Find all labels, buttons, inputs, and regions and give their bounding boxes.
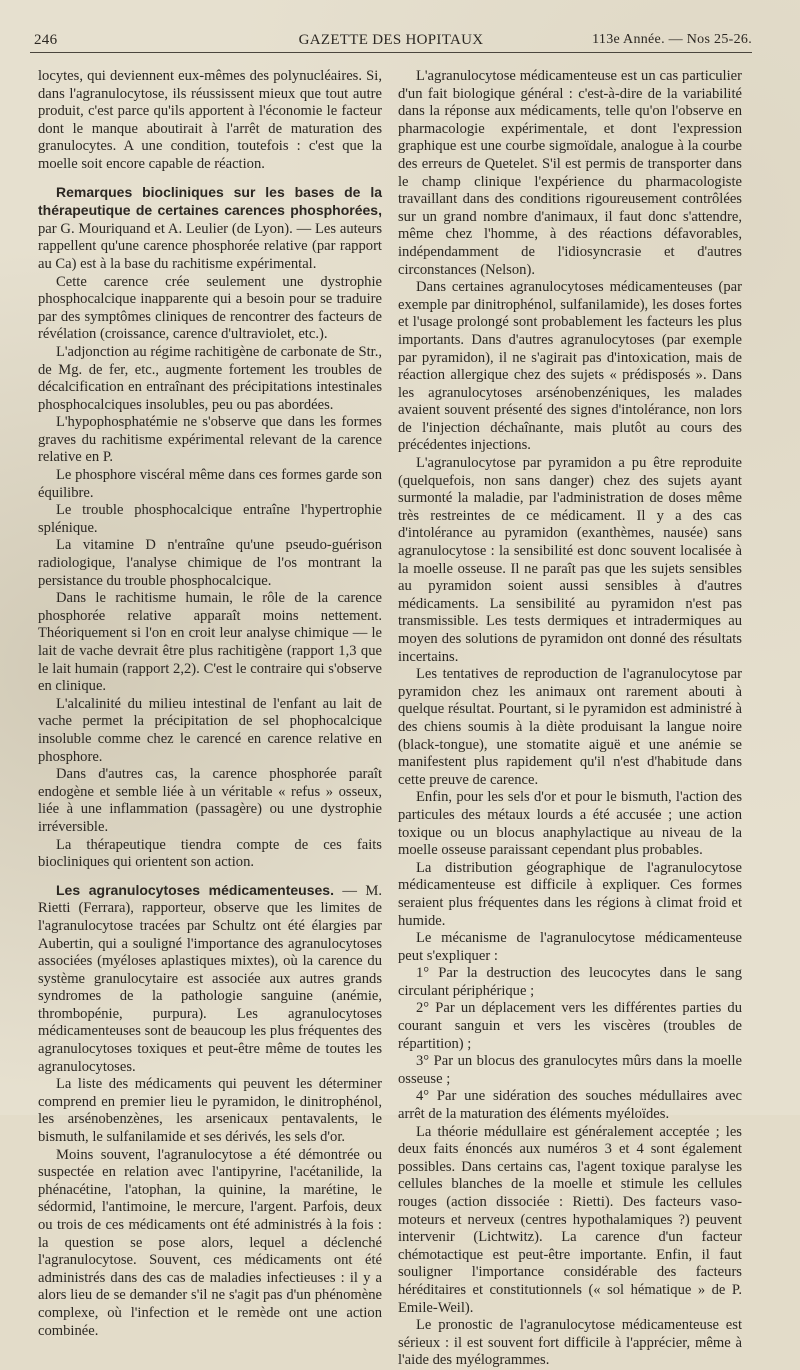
section-paragraph: [38, 882, 382, 1077]
body-paragraph: Le mécanisme de l'agranulocytose médicamenteuse peut s'expliquer :: [398, 930, 742, 964]
body-paragraph: Le phosphore viscéral même dans ces formes garde son équilibre.: [38, 467, 382, 501]
body-paragraph: Les tentatives de reproduction de l'agranulocytose par pyramidon chez les animaux ont rarement abouti à quelque résultat. Pourtant, si le pyramidon est administré à des chiens soumis à la diète produisant la langue noire (black-tongue), une stomatite aiguë et une anémie se manifestent plus rapidement qu'il n'est d'habitude dans cette preuve de carence.: [398, 666, 742, 788]
body-paragraph: 1° Par la destruction des leucocytes dans le sang circulant périphérique ;: [398, 965, 742, 999]
journal-title: GAZETTE DES HOPITAUX: [298, 32, 484, 48]
section-heading: Remarques biocliniques sur les bases de la thérapeutique de certaines carences phosphorées,: [38, 183, 382, 219]
body-paragraph: Moins souvent, l'agranulocytose a été démontrée ou suspectée en relation avec l'antipyrine, l'acétanilide, la phénacétine, l'atophan, la quinine, la marétine, le sédormid, l'antimoine, le mercure, l'argent. Parfois, deux ou trois de ces médicaments ont été administrés à la fois : la question se pose alors, lequel a déclenché l'agranulocytose. Souvent, ces médicaments ont été administrés dans des cas de maladies infectieuses : il y a alors lieu de se demander s'il ne s'agit pas d'un phénomène complexe, où l'infection et le remède ont une action combinée.: [38, 1146, 382, 1339]
body-paragraph: La liste des médicaments qui peuvent les déterminer comprend en premier lieu le pyramidon, le dinitrophénol, les arsénobenzènes, les arsenicaux pentavalents, le bismuth, le sulfanilamide et ses dérivés, les sels d'or.: [38, 1076, 382, 1146]
section-heading: Les agranulocytoses médicamenteuses.: [56, 881, 334, 898]
section-text: — Les auteurs rappellent qu'une carence phosphorée relative (par rapport au Ca) est à la base du rachitisme expérimental.: [38, 220, 382, 272]
body-paragraph: La théorie médullaire est généralement acceptée ; les deux faits énoncés aux numéros 3 et 4 sont également possibles. Dans certains cas, l'agent toxique paralyse les cellules blanches de la moelle et stimule les cellules rouges (action dissociée : Rietti). Des facteurs vaso-moteurs et nerveux (centres hypothalamiques ?) peuvent intervenir (Lichtwitz). La carence d'un facteur chémotactique est peut-être importante. Enfin, il faut souligner l'importance considérable des facteurs héréditaires et constitutionnels (« sol hématique » de P. Emile-Weil).: [398, 1123, 742, 1316]
section-text: rapporteur, observe que les limites de l'agranulocytose tracées par Schultz ont été élargies par Aubertin, qui a souligné l'importance des agranulocytoses associées (myéloses aplastiques mixtes), où la carence du système granulocytaire est associée aux autres grands syndromes de la pathologie sanguine (anémie, thrombopénie, purpura). Les agranulocytoses médicamenteuses sont de beaucoup les plus fréquentes des agranulocytoses toxiques et peut-être même de toutes les agranulocytoses.: [38, 900, 382, 1075]
issue-info: 113e Année. — Nos 25-26.: [592, 32, 752, 47]
body-paragraph: 4° Par une sidération des souches médullaires avec arrêt de la maturation des éléments myéloïdes.: [398, 1088, 742, 1123]
body-paragraph: Dans le rachitisme humain, le rôle de la carence phosphorée relative apparaît moins nettement. Théoriquement si l'on en croit leur analyse chimique — le lait de vache devrait être plus rachitigène (rapport 1,3 que le lait humain (rapport 2,2). C'est le contraire qui s'observe en clinique.: [38, 590, 382, 695]
section-paragraph: [38, 184, 382, 274]
section-authors: par G. Mouriquand et A. Leulier (de Lyon).: [38, 220, 293, 237]
body-paragraph: Cette carence crée seulement une dystrophie phosphocalcique inapparente qui a besoin pour se traduire par des symptômes cliniques de rencontrer des facteurs de révélation (croissance, carence d'ultraviolet, etc.).: [38, 273, 382, 343]
body-paragraph: Dans d'autres cas, la carence phosphorée paraît endogène et semble liée à un véritable « refus » osseux, liée à une inflammation (passagère) ou une dystrophie irréversible.: [38, 766, 382, 835]
body-paragraph: L'adjonction au régime rachitigène de carbonate de Str., de Mg. de fer, etc., augmente fortement les troubles de décalcification en entraînant des précipitations intestinales phosphocalciques insolubles, peu ou pas abordées.: [38, 343, 382, 413]
body-paragraph: La thérapeutique tiendra compte de ces faits biocliniques qui orientent son action.: [38, 836, 382, 871]
body-paragraph: locytes, qui deviennent eux-mêmes des polynucléaires. Si, dans l'agranulocytose, ils réussissent mieux que tout autre produit, c'est parce qu'ils apportent à l'économie le facteur dont le manque aboutirait à l'arrêt de maturation des granulocytes. A une condition, toutefois : c'est que la moelle soit encore capable de réaction.: [38, 68, 382, 172]
page-number: 246: [34, 32, 58, 48]
section-authors: — M. Rietti (Ferrara),: [38, 882, 382, 917]
body-paragraph: L'alcalinité du milieu intestinal de l'enfant au lait de vache permet la précipitation de sel phophocalcique insoluble comme chez le carencé en carence relative en phosphore.: [38, 695, 382, 765]
body-paragraph: L'agranulocytose par pyramidon a pu être reproduite (quelquefois, non sans danger) chez des sujets ayant surmonté la maladie, par l'administration de doses même très restreintes de ce médicament. Il y a des cas d'intolérance au pyramidon (exanthèmes, nausée) sans agranulocytose : la sensibilité est donc souvent localisée à la moelle osseuse. Il ne paraît pas que les sujets sensibles au pyramidon soient aussi sensibles à d'autres médicaments. La sensibilité au pyramidon n'est pas transmissible. Les tests dermiques et intradermiques au moyen des solutions de pyramidon ont donné des résultats incertains.: [398, 455, 742, 665]
body-paragraph: La vitamine D n'entraîne qu'une pseudo-guérison radiologique, l'analyse chimique de l'os montrant la persistance du trouble phosphocalcique.: [38, 537, 382, 589]
body-paragraph: Le pronostic de l'agranulocytose médicamenteuse est sérieux : il est souvent fort difficile à l'apprécier, même à l'aide des myélogrammes.: [398, 1317, 742, 1369]
body-paragraph: Enfin, pour les sels d'or et pour le bismuth, l'action des particules des métaux lourds a été accusée ; une action toxique ou un blocus anaphylactique au niveau de la moelle osseuse paraissant cependant plus probables.: [398, 789, 742, 859]
body-paragraph: 3° Par un blocus des granulocytes mûrs dans la moelle osseuse ;: [398, 1053, 742, 1087]
body-paragraph: Le trouble phosphocalcique entraîne l'hypertrophie splénique.: [38, 502, 382, 536]
body-paragraph: Dans certaines agranulocytoses médicamenteuses (par exemple par dinitrophénol, sulfanilamide), les doses fortes et l'usage prolongé sont probablement les facteurs les plus importants. Dans d'autres agranulocytoses (par exemple par pyramidon), il ne s'agirait pas d'intoxication, mais de réaction allergique chez des sujets « prédisposés ». Dans les agranulocytoses arsénobenzéniques, les malades avaient souvent présenté des signes d'intolérance, non lors de l'injection déchaînante, mais plutôt au cours des précédentes injections.: [398, 279, 742, 454]
left-column: [38, 68, 382, 1340]
right-column: [398, 68, 742, 1370]
body-paragraph: La distribution géographique de l'agranulocytose médicamenteuse est difficile à expliquer. Ces formes seraient plus fréquentes dans les régions à climat froid et humide.: [398, 859, 742, 929]
body-paragraph: 2° Par un déplacement vers les différentes parties du courant sanguin et vers les viscères (troubles de répartition) ;: [398, 1000, 742, 1052]
body-paragraph: L'hypophosphatémie ne s'observe que dans les formes graves du rachitisme expérimental relevant de la carence relative en P.: [38, 414, 382, 466]
body-paragraph: L'agranulocytose médicamenteuse est un cas particulier d'un fait biologique général : c'est-à-dire de la variabilité dans la réponse aux médicaments, telle qu'on l'observe en pharmacologie expérimentale, et dont l'expression graphique est une courbe sigmoïdale, analogue à la courbe des erreurs de Quetelet. S'il est permis de transporter dans le champ clinique l'expérience du pharmacologiste travaillant dans des conditions rigoureusement contrôlées sur un grand nombre d'animaux, il faut donc s'attendre, même chez l'homme, à des réactions défavorables, indépendamment de l'idiosyncrasie et d'autres circonstances (Nelson).: [398, 68, 742, 278]
page-header: [30, 26, 752, 53]
